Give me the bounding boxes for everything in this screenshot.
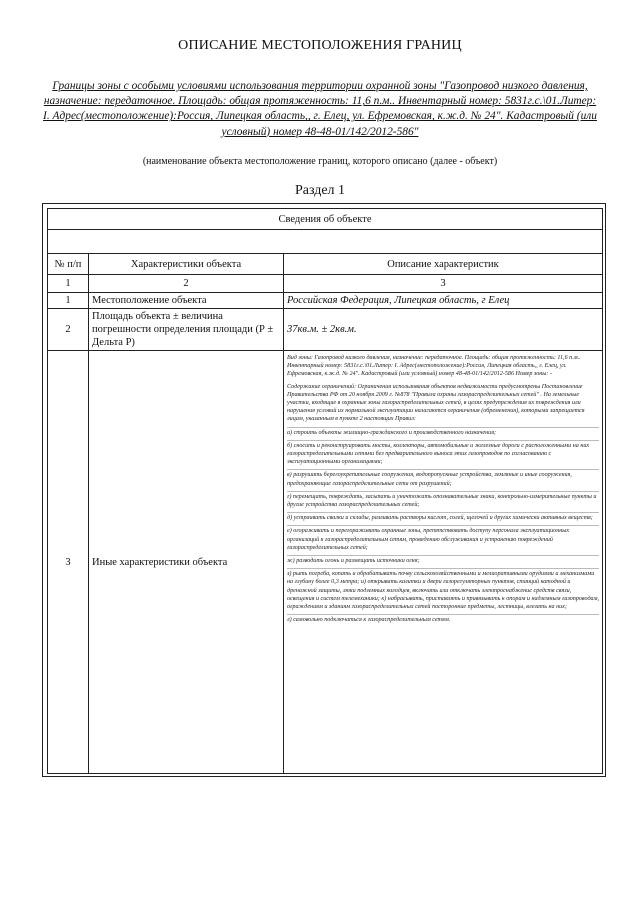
paragraph: з) рыть погреба, копать и обрабатывать почву сельскохозяйственными и мелиоративными орудиями и механизмами на глубину более 0,3 метра; и) открывать калитки и двери газорегуляторных пунктов, станций катодной и дренажной защиты, люки подземных колодцев, включать или отключать электроснабжение средств связи, освещения и систем телемеханики; к) набрасывать, приставлять и привязывать к опорам и надземным газопроводам, ограждениям и зданиям газораспределительных сетей посторонние предметы, лестницы, влезать на них; xyxy=(287,569,599,615)
column-header-description: Описание характеристик xyxy=(284,254,603,275)
document-title: ОПИСАНИЕ МЕСТОПОЛОЖЕНИЯ ГРАНИЦ xyxy=(178,38,462,53)
object-info-table xyxy=(47,208,603,774)
row-description-paragraphs xyxy=(284,351,603,774)
row-number: 1 xyxy=(48,293,89,309)
row-characteristic: Местоположение объекта xyxy=(89,293,284,309)
column-header-num: № п/п xyxy=(48,254,89,275)
row-description: Российская Федерация, Липецкая область, г Елец xyxy=(284,293,603,309)
row-description: 37кв.м. ± 2кв.м. xyxy=(284,309,603,351)
column-number-3: 3 xyxy=(284,275,603,293)
column-header-characteristics: Характеристики объекта xyxy=(89,254,284,275)
paragraph: е) огораживать и перегораживать охранные зоны, препятствовать доступу персонала эксплуатационных организаций к газораспределительным сетям, проведению обслуживания и устранению повреждений газораспределительных сетей; xyxy=(287,526,599,556)
paragraph: Содержание ограничений: Ограничения использования объектов недвижимости предусмотрены Постановление Правительства РФ от 20 ноября 2009 г. №878 "Правила охраны газораспределительных сетей" . На земельные участки, входящие в охранные зоны газораспределительных сетей, в целях предупреждения их повреждения или нарушения условий их нормальной эксплуатации налагаются ограничения (обременения), которыми запрещается лицам, указанным в пункте 2 настоящих Правил: xyxy=(287,382,599,428)
paragraph: л) самовольно подключаться к газораспределительным сетям. xyxy=(287,617,451,624)
paragraph: Вид зоны: Газопровод низкого давления, назначение: передаточное. Площадь: общая протяженность: 11,6 п.м.. Инвентарный номер: 5831г.с.\01.Литер: I. Адрес(местоположение):Россия, Липецкая область,, г. Елец, ул. Ефремовская, к.ж.д. № 24". Кадастровый (или условный) номер 48-48-01/142/2012-586 Номер зоны: - xyxy=(287,355,581,378)
row-number: 2 xyxy=(48,309,89,351)
table-header: Сведения об объекте xyxy=(48,209,603,230)
paragraph: г) перемещать, повреждать, засыпать и уничтожать опознавательные знаки, контрольно-измерительные пункты и другие устройства газораспределительных сетей; xyxy=(287,492,599,513)
paragraph: д) устраивать свалки и склады, разливать растворы кислот, солей, щелочей и других химически активных веществ; xyxy=(287,513,599,526)
subject-caption: (наименование объекта местоположение границ, которого описано (далее - объект) xyxy=(142,156,498,167)
section-heading: Раздел 1 xyxy=(294,183,346,198)
paragraph: а) строить объекты жилищно-гражданского и производственного назначения; xyxy=(287,428,599,441)
paragraph: в) разрушать берегоукрепительные сооружения, водопропускные устройства, земляные и иные сооружения, предохраняющие газораспределительные сети от разрушений; xyxy=(287,470,599,491)
object-subject: Границы зоны с особыми условиями использования территории охранной зоны "Газопровод низкого давления, назначение: передаточное. Площадь: общая протяженность: 11,6 п.м.. Инвентарный номер: 5831г.с.\01.Литер: I. Адрес(местоположение):Россия, Липецкая область,, г. Елец, ул. Ефремовская, к.ж.д. № 24". Кадастровый (или условный) номер 48-48-01/142/2012-586" xyxy=(43,80,597,138)
column-number-1: 1 xyxy=(48,275,89,293)
section-frame xyxy=(42,203,606,777)
column-number-2: 2 xyxy=(89,275,284,293)
row-number: 3 xyxy=(48,351,89,774)
row-characteristic: Иные характеристики объекта xyxy=(89,351,284,774)
table-row xyxy=(48,293,603,309)
paragraph: б) сносить и реконструировать мосты, коллекторы, автомобильные и железные дороги с расположенными на них газораспределительными сетями без предварительного выноса этих газопроводов по согласованию с эксплуатационными организациями; xyxy=(287,441,599,471)
table-row xyxy=(48,351,603,774)
blank-row xyxy=(48,230,603,254)
table-row xyxy=(48,309,603,351)
row-characteristic: Площадь объекта ± величина погрешности определения площади (Р ± Дельта Р) xyxy=(89,309,284,351)
paragraph: ж) разводить огонь и размещать источники огня; xyxy=(287,556,599,569)
